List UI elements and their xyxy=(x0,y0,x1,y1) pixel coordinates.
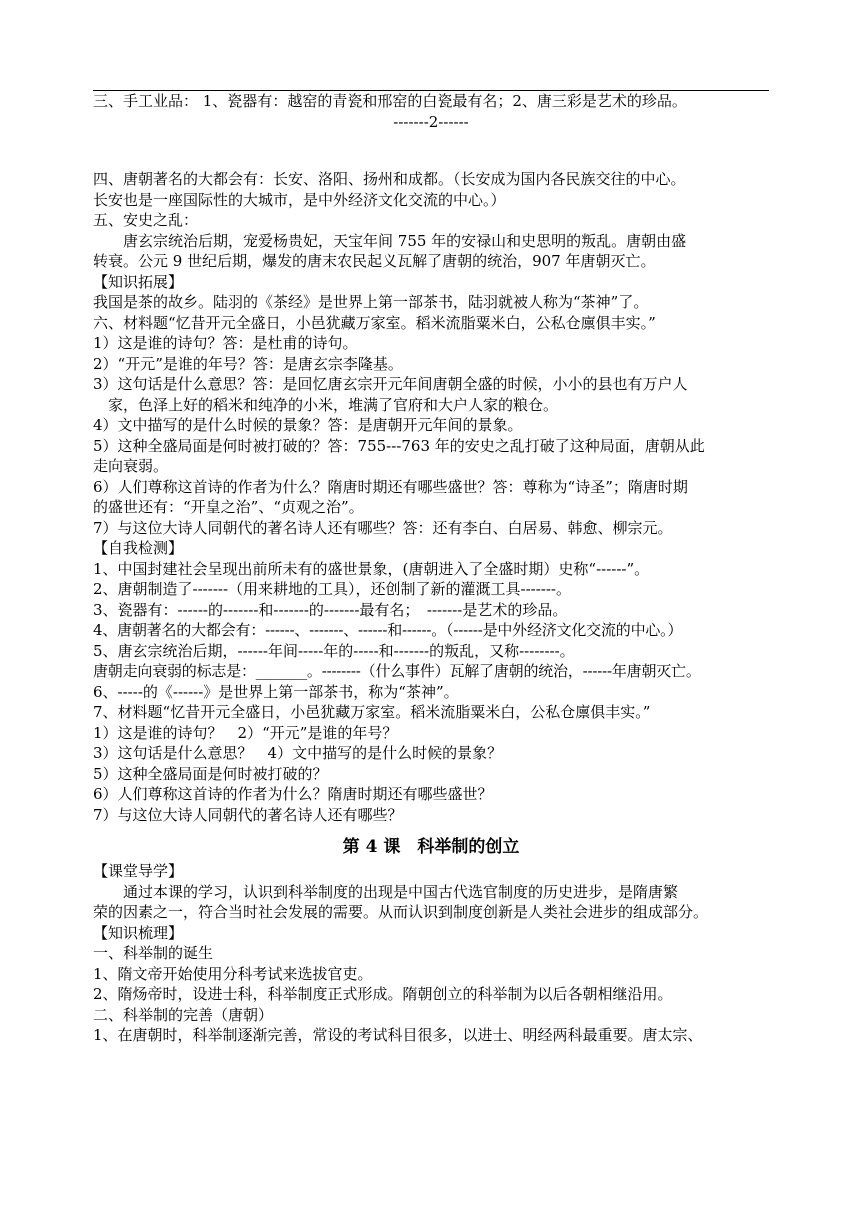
answer-3-line-1: 3）这句话是什么意思？答：是回忆唐玄宗开元年间唐朝全盛的时候，小小的县也有万户人 xyxy=(93,375,688,393)
self-check-heading: 【自我检测】 xyxy=(93,539,184,557)
check-item-7: 7、材料题“忆昔开元全盛日，小邑犹藏万家室。稻米流脂粟米白，公私仓廪俱丰实。” xyxy=(93,703,651,721)
answer-3-line-2: 家，色泽上好的稻米和纯净的小米，堆满了官府和大户人家的粮仓。 xyxy=(108,395,559,414)
check-question-1-2: 1）这是谁的诗句？ 2）“开元”是谁的年号？ xyxy=(93,723,398,742)
check-item-2: 2、唐朝制造了-------（用来耕地的工具），还创制了新的灌溉工具-------。 xyxy=(93,580,572,598)
knowledge-review-heading: 【知识梳理】 xyxy=(93,923,184,942)
document-page xyxy=(93,78,769,1046)
check-item-5b: 唐朝走向衰弱的标志是：_______。--------（什么事件）瓦解了唐朝的统治，------年唐朝灭亡。 xyxy=(93,662,701,680)
check-item-3: 3、瓷器有：------的-------和-------的-------最有名； -------是艺术的珍品。 xyxy=(93,600,568,619)
check-item-4: 4、唐朝著名的大都会有：------、-------、------和------。（------是中外经济文化交流的中心。） xyxy=(93,621,683,639)
check-question-7: 7）与这位大诗人同朝代的著名诗人还有哪些？ xyxy=(93,805,403,824)
keju-perfection-title: 二、科举制的完善（唐朝） xyxy=(93,1005,274,1024)
section-3-handicrafts: 三、手工业品： 1、瓷器有：越窑的青瓷和邢窑的白瓷最有名；2、唐三彩是艺术的珍品。 xyxy=(93,92,687,110)
check-item-5: 5、唐玄宗统治后期，------年间-----年的-----和-------的叛乱，又称--------。 xyxy=(93,641,575,660)
check-question-5: 5）这种全盛局面是何时被打破的？ xyxy=(93,764,328,783)
class-guide-line-2: 荣的因素之一，符合当时社会发展的需要。从而认识到制度创新是人类社会进步的组成部分。 xyxy=(93,903,709,921)
section-6-title: 六、材料题“忆昔开元全盛日，小邑犹藏万家室。稻米流脂粟米白，公私仓廪俱丰实。” xyxy=(93,313,656,332)
answer-4: 4）文中描写的是什么时候的景象？答：是唐朝开元年间的景象。 xyxy=(93,416,523,434)
keju-birth-title: 一、科举制的诞生 xyxy=(93,944,214,962)
answer-7: 7）与这位大诗人同朝代的著名诗人还有哪些？答：还有李白、白居易、韩愈、柳宗元。 xyxy=(93,518,673,537)
page-gap xyxy=(93,132,769,169)
page-marker: -------2------ xyxy=(393,112,469,131)
check-question-6: 6）人们尊称这首诗的作者为什么？隋唐时期还有哪些盛世？ xyxy=(93,785,493,803)
answer-5-line-1: 5）这种全盛局面是何时被打破的？答：755---763 年的安史之乱打破了这种局面，唐朝从此 xyxy=(93,436,705,455)
keju-perfection-item-1: 1、在唐朝时，科举制逐渐完善，常设的考试科目很多，以进士、明经两科最重要。唐太宗、 xyxy=(93,1026,703,1044)
section-5-line-2: 转衰。公元 9 世纪后期，爆发的唐末农民起义瓦解了唐朝的统治，907 年唐朝灭亡。 xyxy=(93,252,656,270)
check-question-3-4: 3）这句话是什么意思？ 4）文中描写的是什么时候的景象？ xyxy=(93,744,503,762)
section-4-line-2: 长安也是一座国际性的大城市，是中外经济文化交流的中心。） xyxy=(93,190,506,209)
check-item-6: 6、-----的《------》是世界上第一部茶书，称为“茶神”。 xyxy=(93,682,459,701)
class-guide-heading: 【课堂导学】 xyxy=(93,862,184,880)
section-4-line-1: 四、唐朝著名的大都会有：长安、洛阳、扬州和成都。（长安成为国内各民族交往的中心。 xyxy=(93,170,686,188)
knowledge-expansion-heading: 【知识拓展】 xyxy=(93,272,184,291)
answer-2: 2）“开元”是谁的年号？答：是唐玄宗李隆基。 xyxy=(93,354,403,373)
section-5-title: 五、安史之乱： xyxy=(93,211,199,229)
knowledge-expansion-text: 我国是茶的故乡。陆羽的《茶经》是世界上第一部茶书，陆羽就被人称为“茶神”了。 xyxy=(93,293,649,311)
answer-1: 1）这是谁的诗句？答：是杜甫的诗句。 xyxy=(93,334,358,352)
keju-birth-item-2: 2、隋炀帝时，设进士科，科举制度正式形成。隋朝创立的科举制为以后各朝相继沿用。 xyxy=(93,985,673,1003)
check-item-1: 1、中国封建社会呈现出前所未有的盛世景象，(唐朝进入了全盛时期）史称“------”。 xyxy=(93,559,650,578)
keju-birth-item-1: 1、隋文帝开始使用分科考试来选拔官吏。 xyxy=(93,964,373,983)
answer-5-line-2: 走向衰弱。 xyxy=(93,457,169,475)
answer-6-line-1: 6）人们尊称这首诗的作者为什么？隋唐时期还有哪些盛世？答：尊称为“诗圣”；隋唐时期 xyxy=(93,477,688,496)
answer-6-line-2: 的盛世还有：“开皇之治”、“贞观之治”。 xyxy=(93,498,364,516)
class-guide-line-1: 通过本课的学习，认识到科举制度的出现是中国古代选官制度的历史进步，是隋唐繁 xyxy=(123,882,679,901)
section-5-line-1: 唐玄宗统治后期，宠爱杨贵妃，天宝年间 755 年的安禄山和史思明的叛乱。唐朝由盛 xyxy=(123,231,687,250)
lesson-title: 第 4 课 科举制的创立 xyxy=(342,837,520,857)
